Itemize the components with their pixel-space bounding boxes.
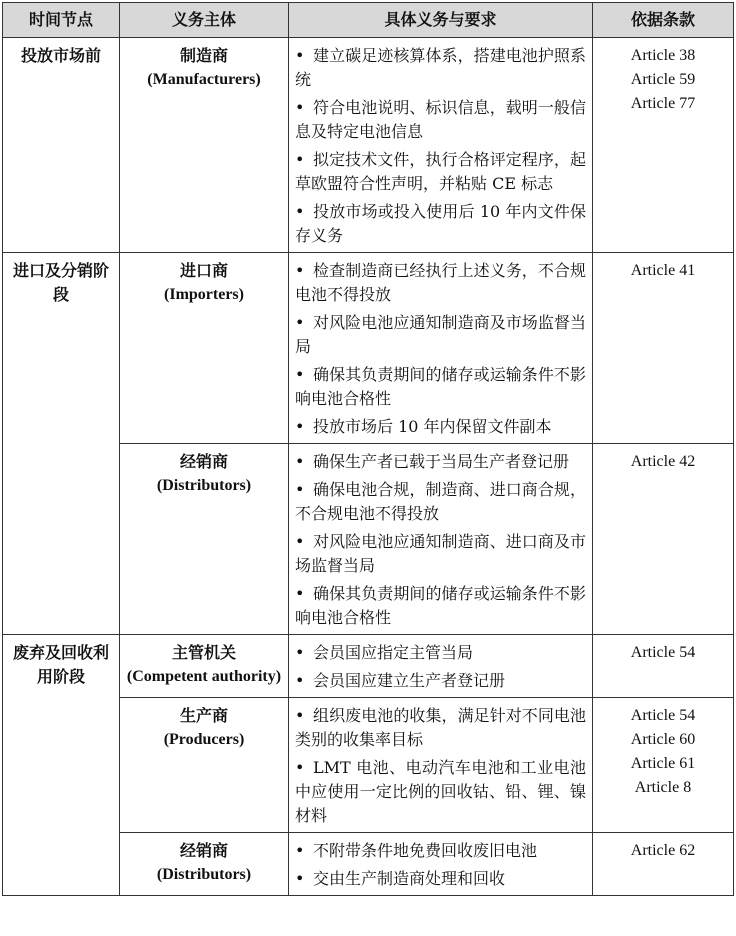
obligations-table bbox=[2, 2, 734, 896]
header-subject: 义务主体 bbox=[120, 3, 289, 38]
articles-cell bbox=[593, 698, 734, 833]
subject-en: (Manufacturers) bbox=[147, 71, 261, 88]
article-ref: Article 59 bbox=[630, 71, 696, 88]
bullet-icon: • bbox=[295, 532, 305, 551]
subject-cell bbox=[120, 635, 289, 698]
stage-cell: 投放市场前 bbox=[3, 38, 120, 253]
bullet-icon: • bbox=[295, 480, 305, 499]
requirement-item: • 检查制造商已经执行上述义务，不合规电池不得投放 bbox=[295, 261, 586, 304]
bullet-icon: • bbox=[295, 417, 305, 436]
subject-en: (Distributors) bbox=[156, 477, 252, 494]
subject-en: (Competent authority) bbox=[126, 668, 282, 685]
articles-cell bbox=[593, 444, 734, 635]
subject-en: (Producers) bbox=[163, 731, 245, 748]
requirement-item: • 确保其负责期间的储存或运输条件不影响电池合格性 bbox=[295, 365, 586, 408]
subject-cn: 经销商 bbox=[179, 452, 228, 471]
table-row bbox=[3, 253, 734, 444]
bullet-icon: • bbox=[295, 706, 305, 725]
requirement-item: • 对风险电池应通知制造商、进口商及市场监督当局 bbox=[295, 532, 586, 575]
requirement-item: • 建立碳足迹核算体系，搭建电池护照系统 bbox=[295, 46, 586, 89]
articles-cell bbox=[593, 635, 734, 698]
articles-cell bbox=[593, 253, 734, 444]
requirement-item: • 投放市场后 10 年内保留文件副本 bbox=[295, 415, 586, 439]
requirement-item: • 投放市场或投入使用后 10 年内文件保存义务 bbox=[295, 202, 586, 245]
requirement-item: • 符合电池说明、标识信息，载明一般信息及特定电池信息 bbox=[295, 98, 586, 141]
subject-cell bbox=[120, 38, 289, 253]
bullet-icon: • bbox=[295, 584, 305, 603]
requirement-item: • 确保其负责期间的储存或运输条件不影响电池合格性 bbox=[295, 584, 586, 627]
article-ref: Article 38 bbox=[630, 47, 696, 64]
subject-cell bbox=[120, 253, 289, 444]
requirement-item: • 会员国应建立生产者登记册 bbox=[295, 669, 586, 693]
requirements-cell bbox=[289, 253, 593, 444]
requirement-item: • 确保生产者已载于当局生产者登记册 bbox=[295, 450, 586, 474]
subject-en: (Importers) bbox=[164, 286, 244, 303]
article-ref: Article 77 bbox=[630, 95, 696, 112]
bullet-icon: • bbox=[295, 202, 305, 221]
requirements-cell bbox=[289, 635, 593, 698]
articles-cell bbox=[593, 38, 734, 253]
article-ref: Article 54 bbox=[630, 644, 696, 661]
header-requirements: 具体义务与要求 bbox=[289, 3, 593, 38]
stage-cell: 进口及分销阶段 bbox=[3, 253, 120, 635]
subject-cell bbox=[120, 698, 289, 833]
header-row bbox=[3, 3, 734, 38]
bullet-icon: • bbox=[295, 841, 305, 860]
requirement-item: • LMT 电池、电动汽车电池和工业电池中应使用一定比例的回收钴、铅、锂、镍材料 bbox=[295, 758, 586, 825]
requirement-item: • 对风险电池应通知制造商及市场监督当局 bbox=[295, 313, 586, 356]
subject-en: (Distributors) bbox=[156, 866, 252, 883]
bullet-icon: • bbox=[295, 671, 305, 690]
subject-cell bbox=[120, 444, 289, 635]
articles-cell bbox=[593, 833, 734, 896]
subject-cn: 主管机关 bbox=[171, 643, 236, 662]
requirement-item: • 组织废电池的收集，满足针对不同电池类别的收集率目标 bbox=[295, 706, 586, 749]
requirement-item: • 确保电池合规，制造商、进口商合规，不合规电池不得投放 bbox=[295, 480, 586, 523]
requirements-cell bbox=[289, 444, 593, 635]
bullet-icon: • bbox=[295, 261, 305, 280]
article-ref: Article 62 bbox=[630, 842, 696, 859]
table-row bbox=[3, 635, 734, 698]
header-stage: 时间节点 bbox=[3, 3, 120, 38]
article-ref: Article 41 bbox=[630, 262, 696, 279]
subject-cell bbox=[120, 833, 289, 896]
subject-cn: 制造商 bbox=[179, 46, 228, 65]
bullet-icon: • bbox=[295, 758, 305, 777]
bullet-icon: • bbox=[295, 98, 305, 117]
bullet-icon: • bbox=[295, 452, 305, 471]
article-ref: Article 60 bbox=[630, 731, 696, 748]
article-ref: Article 8 bbox=[634, 779, 692, 796]
bullet-icon: • bbox=[295, 365, 305, 384]
subject-cn: 进口商 bbox=[179, 261, 228, 280]
requirements-cell bbox=[289, 698, 593, 833]
subject-cn: 经销商 bbox=[179, 841, 228, 860]
article-ref: Article 61 bbox=[630, 755, 696, 772]
bullet-icon: • bbox=[295, 313, 305, 332]
bullet-icon: • bbox=[295, 643, 305, 662]
requirements-cell bbox=[289, 38, 593, 253]
bullet-icon: • bbox=[295, 869, 305, 888]
article-ref: Article 42 bbox=[630, 453, 696, 470]
table-row bbox=[3, 38, 734, 253]
requirement-item: • 交由生产制造商处理和回收 bbox=[295, 867, 586, 891]
requirement-item: • 会员国应指定主管当局 bbox=[295, 641, 586, 665]
requirements-cell bbox=[289, 833, 593, 896]
bullet-icon: • bbox=[295, 46, 305, 65]
requirement-item: • 不附带条件地免费回收废旧电池 bbox=[295, 839, 586, 863]
requirement-item: • 拟定技术文件，执行合格评定程序，起草欧盟符合性声明，并粘贴 CE 标志 bbox=[295, 150, 586, 193]
bullet-icon: • bbox=[295, 150, 305, 169]
header-articles: 依据条款 bbox=[593, 3, 734, 38]
stage-cell: 废弃及回收利用阶段 bbox=[3, 635, 120, 896]
article-ref: Article 54 bbox=[630, 707, 696, 724]
subject-cn: 生产商 bbox=[179, 706, 228, 725]
